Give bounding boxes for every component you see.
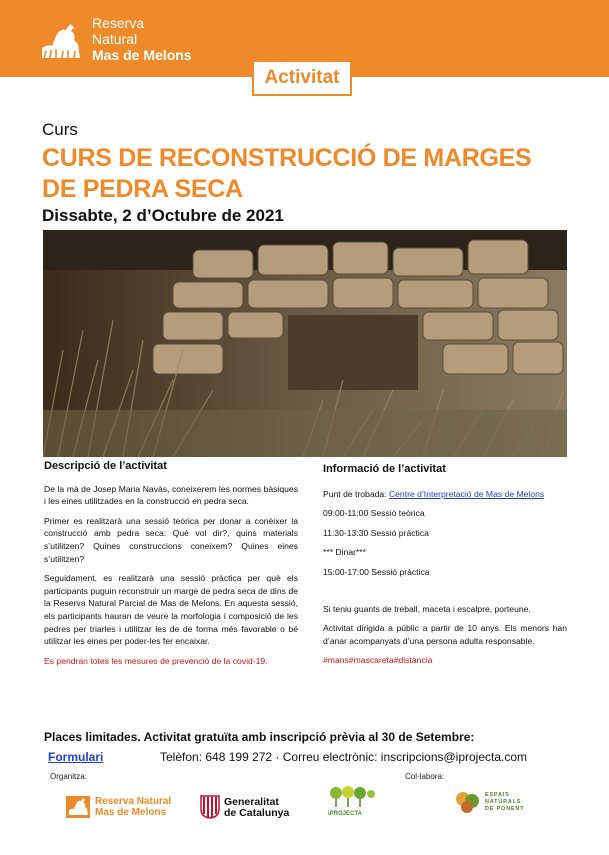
info-section	[323, 460, 567, 674]
dry-stone-wall-photo	[43, 230, 567, 457]
gencat-logo-text	[224, 797, 289, 819]
iprojecta-logo-icon	[328, 785, 376, 811]
meeting-point	[323, 488, 567, 501]
iprojecta-label: iPROJECTA	[328, 811, 362, 817]
event-date: Dissabte, 2 d’Octubre de 2021	[42, 206, 284, 225]
org-logo-text	[95, 796, 171, 818]
schedule-item-1: 09:00-11:00 Sessió teòrica	[323, 508, 425, 519]
espais-line-1: ESPAIS	[485, 792, 510, 798]
age-note: Activitat dirigida a públic a partir de 10 anys. Els menors han d’anar acompanyats d’una persona adulta responsable.	[323, 623, 567, 646]
hashtags: #mans#mascareta#distància	[323, 655, 433, 666]
activity-badge: Activitat	[252, 60, 352, 96]
contact-info: Telèfon: 648 199 272 · Correu electrònic: inscripcions@iprojecta.com	[160, 750, 528, 764]
generalitat-shield-icon	[200, 795, 220, 819]
brand-line-2: Natural	[92, 31, 138, 47]
description-paragraph-2: Primer es realitzarà una sessió teòrica per donar a conèixer la construcció amb pedra seca: Què vol dir?, quins materials s’utilitzen? Quines construccions coneixem? Quines eines s’utilitzen?	[44, 515, 298, 564]
form-link[interactable]: Formulari	[48, 750, 104, 764]
description-section	[44, 460, 298, 674]
espais-line-2: NATURALS	[485, 799, 522, 805]
collabora-label: Col·labora:	[405, 772, 445, 781]
espais-line-3: DE PONENT	[485, 806, 525, 812]
reserve-footer-logo-icon	[66, 796, 90, 818]
places-notice: Places limitades. Activitat gratuïta amb inscripció prèvia al 30 de Setembre:	[44, 730, 475, 744]
espais-naturals-logo-icon	[453, 789, 483, 815]
covid-note: Es pendran totes les mesures de prevenció de la covid-19.	[44, 655, 268, 666]
schedule-item-3: *** Dinar***	[323, 547, 366, 558]
org-logo-line-2: Mas de Melons	[95, 807, 167, 818]
brand-line-1: Reserva	[92, 15, 145, 31]
brand-line-3: Mas de Melons	[92, 47, 192, 63]
meeting-point-link[interactable]: Centre d’Interpretació de Mas de Melons	[388, 488, 545, 499]
description-heading: Descripció de l’activitat	[44, 460, 167, 472]
description-paragraph-1: De la mà de Josep Maria Navàs, coneixerem les normes bàsiques i les eines utilitzades en la construcció en pedra seca.	[44, 483, 298, 507]
schedule-item-4: 15:00-17:00 Sessió pràctica	[323, 566, 430, 577]
org-logo-line-1: Reserva Natural	[95, 796, 172, 807]
schedule-item-2: 11:30-13:30 Sessió pràctica	[323, 527, 429, 538]
meeting-point-label: Punt de trobada:	[323, 488, 387, 499]
espais-logo-text	[485, 792, 524, 813]
organitza-label: Organitza:	[50, 772, 87, 781]
event-title: CURS DE RECONSTRUCCIÓ DE MARGES DE PEDRA SECA	[42, 144, 532, 203]
reserve-logo-icon	[38, 18, 84, 62]
description-paragraph-3: Seguidament, es realitzarà una sessió pràctica per què els participants puguin reconstruir un marge de pedra seca de dins de la Reserva Natural Parcial de Mas de Melons. En aquesta sessió, els participants hauran de veure la morfologia i composició de les pedres per triarles i utilitzar les de de forma més favorable o bé utilitzar les eines per poder-les fer encaixar.	[44, 573, 298, 647]
info-heading: Informació de l’activitat	[323, 463, 446, 475]
event-kind: Curs	[42, 120, 78, 139]
gencat-line-1: Generalitat	[224, 796, 279, 808]
brand-name	[92, 15, 192, 63]
gencat-line-2: de Catalunya	[224, 807, 290, 819]
gear-note: Si teniu guants de treball, maceta i escalpre, porteune.	[323, 603, 531, 614]
